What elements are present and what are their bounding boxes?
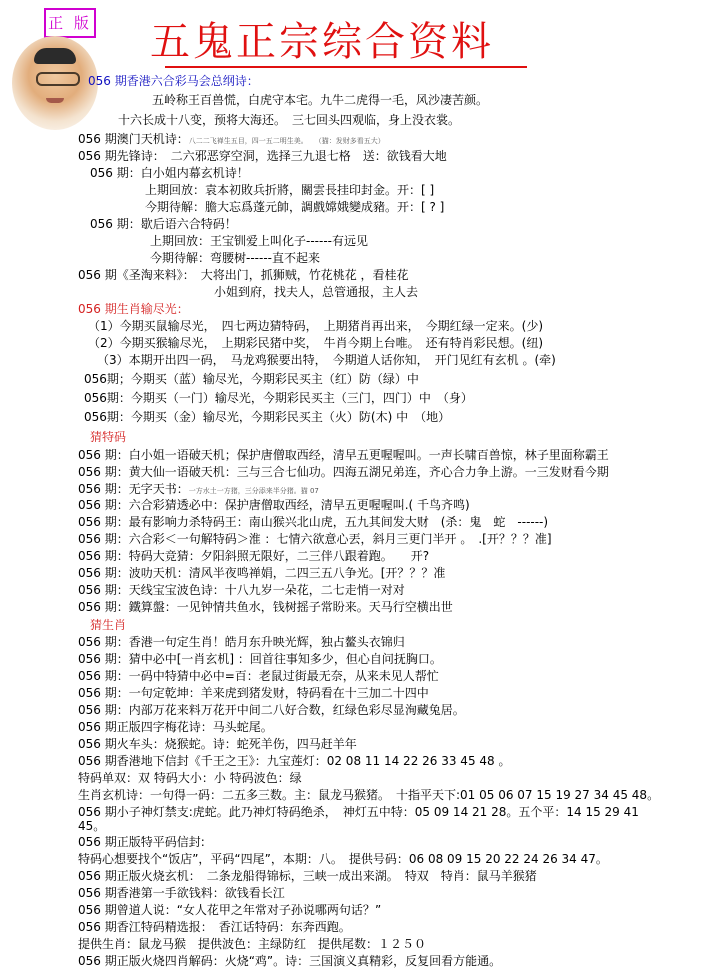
page-title: 五鬼正宗综合资料 [150, 19, 494, 65]
portrait-mouth [46, 98, 64, 103]
portrait-glasses [36, 72, 80, 86]
fine-print: 八二二飞禅生五目，四一五二明生美。 （猫：发财多看五大） [188, 137, 385, 145]
text-line: 056 期先锋诗： 二六邪恶穿空洞，选择三九退七格 送：欲钱看大地 [78, 149, 447, 163]
text-line: 056 期：特码大竞猜：夕阳斜照无限好，二三伴八跟着跑。 开? [78, 549, 430, 563]
text-line: 056 期香江特码精选报： 香江话特码：东奔西跑。 [78, 920, 351, 934]
text-line: 特码心想要找个“饭店”，平码“四尾”，本期：八。 提供号码：06 08 09 15 20 22 24 26 34 47。 [78, 852, 608, 866]
text-line: 056 期：猜中必中[一肖玄机] ：回首往事知多少，但心自问抚胸口。 [78, 652, 442, 666]
text-line: 056 期小子神灯禁支:虎蛇。此乃神灯特码绝杀， 神灯五中特：05 09 14 21 28。五个平：14 15 29 41 [78, 805, 639, 819]
edition-badge: 正 版 [44, 8, 96, 38]
header-line: 056 期香港六合彩马会总纲诗： [88, 74, 259, 88]
text-line: 特码单双：双 特码大小：小 特码波色：绿 [78, 771, 302, 785]
text-line: 上期回放：袁本初敗兵折將，關雲長挂印封金。开：[ ] [145, 183, 435, 197]
text-line: 056 期正版四字梅花诗：马头蛇尾。 [78, 720, 273, 734]
text-line: 056 期正版火烧玄机： 二条龙船得锦标，三峡一成出来湖。 特双 特肖：鼠马羊猴猪 [78, 869, 537, 883]
title-underline [165, 66, 527, 68]
portrait-image [12, 36, 98, 130]
line-text: 056 期澳门天机诗： [78, 132, 189, 146]
text-line: 056 期：内部万花来料万花开中间二八好合数，红绿色彩尽显洵藏兔居。 [78, 703, 465, 717]
section-heading: 猜特码 [90, 430, 127, 444]
text-line: 45。 [78, 819, 106, 833]
text-line: 056期；今期买（蓝）输尽光，今期彩民买主（红）防（绿）中 [84, 372, 419, 386]
text-line: 056 期香港第一手欲钱料：欲钱看长江 [78, 886, 285, 900]
text-line [78, 131, 385, 149]
text-line: 生肖玄机诗：一句得一码：二五多三数。主：鼠龙马猴猪。 十指平天下:01 05 06 07 15 19 27 34 45 48。 [78, 788, 660, 802]
text-line: 今期待解：弯腰树------直不起来 [150, 251, 320, 265]
line-text: 056 期：无字天书： [78, 482, 189, 496]
text-line: 小姐到府，找夫人，总管通报，主人去 [214, 285, 419, 299]
text-line: 056 期：一码中特猜中必中=百：老鼠过街最无奈，从来未见人帮忙 [78, 669, 439, 683]
text-line: 056 期：六合彩猜透必中：保护唐僧取西经，清早五更喔喔叫.( 千鸟齐鸣) [78, 498, 470, 512]
text-line: 提供生肖：鼠龙马猴 提供波色：主绿防红 提供尾数：１２５０ [78, 937, 427, 951]
text-line: 056 期：香港一句定生肖！皓月东升映光辉，独占鳌头衣锦归 [78, 635, 405, 649]
text-line: 056 期：波叻天机：清风半夜鸣禅娟，二四三五八争光。[开？？？准 [78, 566, 446, 580]
text-line: 056 期：最有影响力杀特码王：南山猴兴北山虎，五九其间发大财 (杀：鬼 蛇 ------) [78, 515, 549, 529]
text-line: （3）本期开出四一码， 马龙鸡猴要出特， 今期道人话你知， 开门见红有玄机 。(牵) [97, 353, 556, 367]
text-line: 056期：今期买（一门）输尽光，今期彩民买主（三门，四门）中 （身） [84, 391, 473, 405]
text-line: 056 期《圣淘来料》： 大将出门，抓狮贼，竹花桃花 ，看桂花 [78, 268, 409, 282]
text-line: 056 期：歇后语六合特码！ [90, 217, 237, 231]
section-heading: 猜生肖 [90, 618, 127, 632]
poem-line: 十六长成十八变，预将大海还。 三七回头四观临，身上没衣裳。 [118, 113, 461, 127]
text-line: （1）今期买鼠输尽光， 四七两边猜特码， 上期猪肖再出来， 今期红绿一定来。(少) [88, 319, 544, 333]
text-line: 056 期：白小姐内幕玄机诗！ [90, 166, 249, 180]
text-line: 056 期：鐵算盤：一见钟情共鱼水，钱树摇子常盼来。天马行空横出世 [78, 600, 453, 614]
text-line: 056 期正版特平码信封: [78, 835, 205, 849]
portrait-hair [34, 48, 76, 64]
text-line: 056 期：天线宝宝波色诗：十八九岁一朵花，二七走悄一对对 [78, 583, 405, 597]
fine-print: 一方水土一方猪，三分添来半分猪。猫 07 [188, 487, 319, 495]
text-line: 056 期：白小姐一语破天机；保护唐僧取西经，清早五更喔喔叫。一声长啸百兽惊，林子里面称霸王 [78, 448, 609, 462]
text-line: 056 期正版火烧四肖解码：火烧“鸡”。诗：三国演义真精彩，反复回看方能通。 [78, 954, 502, 968]
text-line: 056 期曾道人说：“女人花甲之年常对子孙说哪两句话？” [78, 903, 382, 917]
section-heading: 056 期生肖输尽光： [78, 302, 189, 316]
text-line: 056 期香港地下信封《千王之王》：九宝莲灯：02 08 11 14 22 26 33 45 48 。 [78, 754, 511, 768]
text-line: 056 期火车头：烧猴蛇。诗：蛇死羊伤，四马赶羊年 [78, 737, 357, 751]
text-line: 今期待解：膽大忘爲蓬元帥，調戲嫦娥變成豬。开：[ ? ] [145, 200, 445, 214]
text-line: （2）今期买猴输尽光， 上期彩民猪中奖， 牛肖今期上台唯。 还有特肖彩民想。(纽) [88, 336, 544, 350]
text-line: 056 期：黄大仙一语破天机：三与三合七仙功。四海五湖兄弟连，齐心合力争上游。一三发财看今期 [78, 465, 609, 479]
text-line: 056 期：六合彩＜一句解特码＞淮 ：七情六欲意心丟，斜月三更门半开 。 .[开？？？准] [78, 532, 552, 546]
text-line: 056 期：一句定乾坤：羊来虎到猪发财，特码看在十三加二十四中 [78, 686, 429, 700]
text-line: 上期回放：王宝钏爱上叫化子------有远见 [150, 234, 368, 248]
text-line: 056期：今期买（金）输尽光，今期彩民买主（火）防(木) 中 （地） [84, 410, 451, 424]
poem-line: 五岭称王百兽慌，白虎守本宅。九牛二虎得一毛，风沙凄苦颜。 [152, 93, 489, 107]
